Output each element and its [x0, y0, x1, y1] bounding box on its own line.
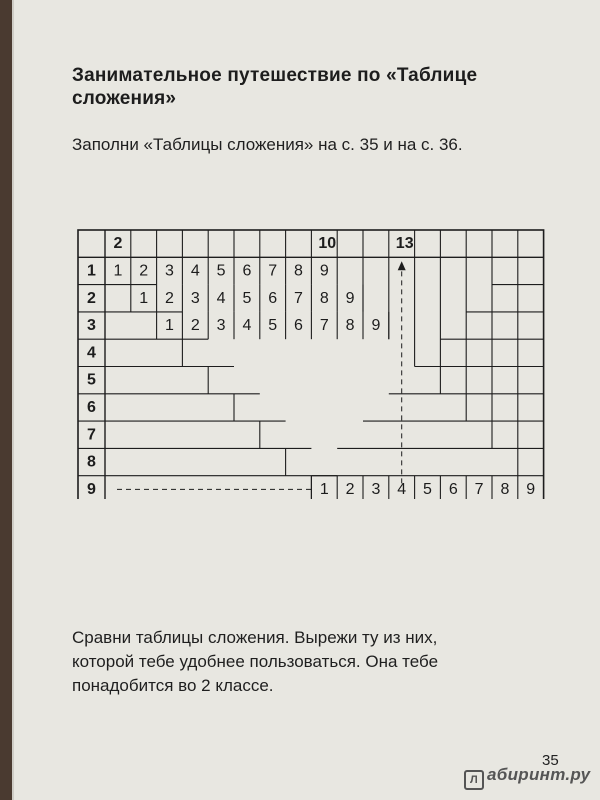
- cell-value: 6: [448, 480, 458, 498]
- cell-value: 7: [294, 289, 303, 307]
- cell-value: 3: [165, 262, 174, 280]
- cell-value: 7: [474, 480, 484, 498]
- footer-line-3: понадобится во 2 классе.: [72, 676, 274, 695]
- cell-value: 8: [319, 289, 329, 307]
- cell-value: 4: [216, 289, 226, 307]
- cell-value: 9: [319, 262, 329, 280]
- cell-value: 1: [319, 480, 329, 498]
- cell-value: 5: [423, 480, 432, 498]
- cell-value: 4: [242, 317, 252, 335]
- row-label: 6: [87, 398, 96, 416]
- cell-value: 2: [190, 317, 200, 335]
- cell-value: 3: [216, 317, 226, 335]
- cell-value: 6: [242, 262, 252, 280]
- page-title: [72, 64, 572, 110]
- cell-value: 1: [113, 262, 123, 280]
- cell-value: 3: [190, 289, 200, 307]
- cell-value: 4: [397, 480, 407, 498]
- row-label: 2: [87, 289, 96, 307]
- workbook-page: [12, 0, 600, 800]
- cell-value: 7: [268, 262, 278, 280]
- addition-table-grid: [77, 229, 557, 499]
- cell-value: 3: [371, 480, 381, 498]
- footer-instruction: [72, 626, 572, 698]
- cell-value: 9: [345, 289, 355, 307]
- cell-value: 8: [294, 262, 303, 280]
- header-label: 10: [318, 235, 337, 253]
- cell-value: 5: [268, 317, 278, 335]
- cell-value: 1: [165, 317, 174, 335]
- cell-value: 2: [139, 262, 149, 280]
- header-label: 2: [113, 235, 123, 253]
- title-line-2: сложения»: [72, 88, 177, 109]
- cell-value: 4: [190, 262, 200, 280]
- row-label: 1: [87, 262, 96, 280]
- footer-line-1: Сравни таблицы сложения. Вырежи ту из них,: [72, 628, 438, 647]
- cell-value: 5: [216, 262, 226, 280]
- cell-value: 1: [139, 289, 149, 307]
- row-label: 5: [87, 371, 96, 389]
- title-line-1: Занимательное путешествие по «Таблице: [72, 65, 478, 86]
- watermark: [464, 765, 590, 790]
- footer-line-2: которой тебе удобнее пользоваться. Она тебе: [72, 652, 439, 671]
- cell-value: 5: [242, 289, 252, 307]
- cell-value: 8: [500, 480, 510, 498]
- labirint-logo-icon: Л: [464, 770, 484, 790]
- row-label: 8: [87, 453, 96, 471]
- watermark-text: абиринт.ру: [487, 765, 591, 784]
- row-label: 7: [87, 426, 96, 444]
- arrow-up-icon: [398, 261, 406, 270]
- page-number: 35: [542, 752, 559, 769]
- row-label: 9: [87, 480, 96, 498]
- row-label: 3: [87, 317, 96, 335]
- cell-value: 8: [345, 317, 355, 335]
- task-instruction: Заполни «Таблицы сложения» на с. 35 и на с. 36.: [72, 135, 463, 154]
- cell-value: 2: [345, 480, 355, 498]
- cell-value: 6: [294, 317, 303, 335]
- row-label: 4: [87, 344, 96, 362]
- header-label: 13: [395, 235, 414, 253]
- cell-value: 7: [319, 317, 329, 335]
- cell-value: 9: [371, 317, 381, 335]
- cell-value: 6: [268, 289, 278, 307]
- cell-value: 2: [165, 289, 174, 307]
- cell-value: 9: [526, 480, 536, 498]
